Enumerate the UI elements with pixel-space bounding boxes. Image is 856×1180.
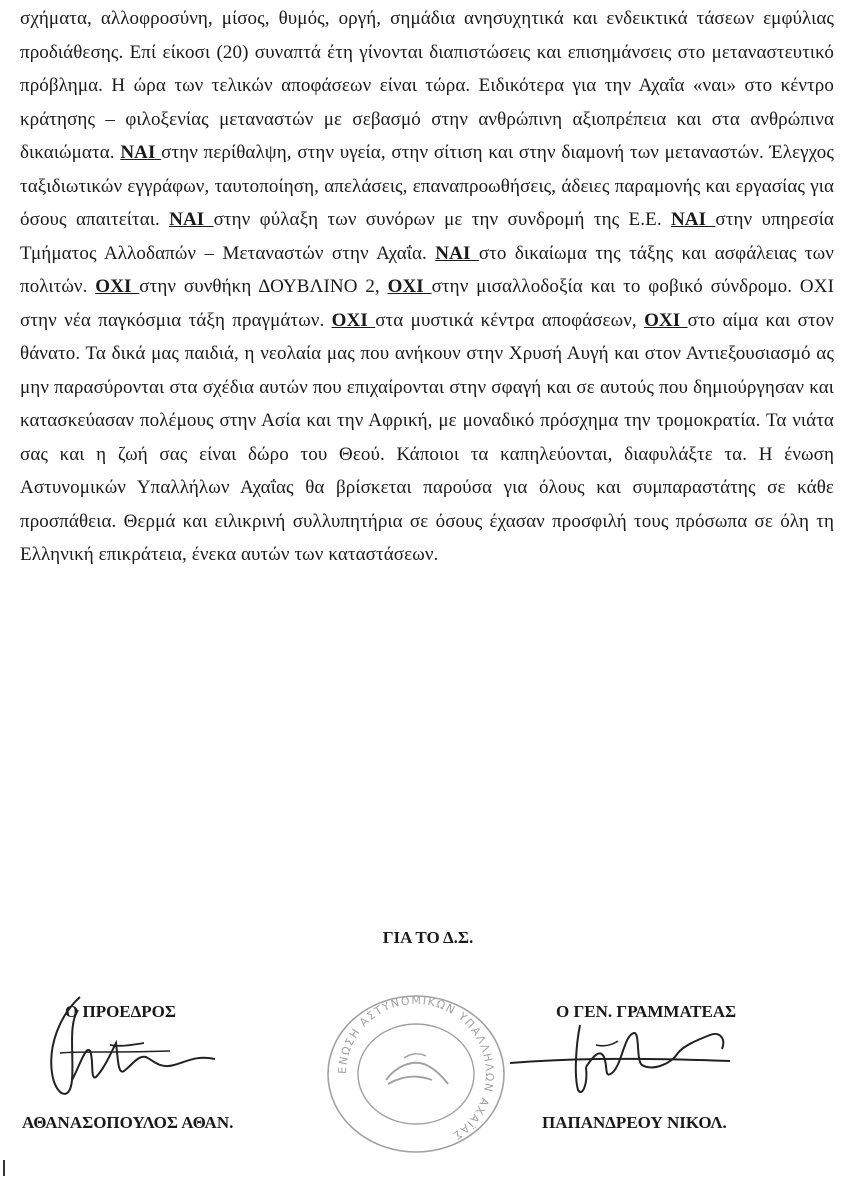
- signatures-heading: ΓΙΑ ΤΟ Δ.Σ.: [382, 928, 474, 947]
- emphasis-word: ΝΑΙ: [169, 209, 214, 230]
- emphasis-word: ΝΑΙ: [435, 242, 479, 264]
- president-title: Ο ΠΡΟΕΔΡΟΣ: [65, 1002, 177, 1021]
- text-run: σχήματα, αλλοφροσύνη, μίσος, θυμός, οργή, σημάδια ανησυχητικά και ενδεικτικά τάσεων εμφύλιας προδιάθεσης. Επί είκοσι (20) συναπτά έτη γίνονται διαπιστώσεις και επισημάνσεις στο μεταναστευτικό πρόβλημα. Η ώρα των τελικών αποφάσεων είναι τώρα. Ειδικότερα για την Αχαΐα «ναι» στο κέντρο κράτησης – φιλοξενίας μεταναστών με σεβασμό στην ανθρώπινη αξιοπρέπεια και στα ανθρώπινα δικαιώματα.: [20, 8, 834, 163]
- emphasis-word: ΟΧΙ: [95, 276, 140, 297]
- emphasis-word: ΝΑΙ: [120, 142, 162, 163]
- text-run: στην περίθαλψη, στην υγεία, στην σίτιση και στην διαμονή των μεταναστών. Έλεγχος ταξιδιωτικών εγγράφων, ταυτοποίηση, απελάσεις, επαναπροωθήσεις, άδειες παραμονής και εργασίας για όσους απαιτείται.: [20, 142, 834, 230]
- president-name: ΑΘΑΝΑΣΟΠΟΥΛΟΣ ΑΘΑΝ.: [22, 1113, 234, 1132]
- president-signature: [20, 985, 230, 1115]
- secretary-signature: [500, 1005, 740, 1115]
- secretary-name: ΠΑΠΑΝΔΡΕΟΥ ΝΙΚΟΛ.: [542, 1113, 727, 1132]
- text-run: στην φύλαξη των συνόρων με την συνδρομή της Ε.Ε.: [213, 209, 671, 230]
- text-run: στην μισαλλοδοξία και το φοβικό σύνδρομο. ΟΧΙ στην νέα παγκόσμια τάξη πραγμάτων.: [20, 276, 834, 331]
- text-run: στο αίμα και στον θάνατο. Τα δικά μας παιδιά, η νεολαία μας που ανήκουν στην Χρυσή Αυγή και στον Αντιεξουσιασμό ας μην παρασύρονται στα σχέδια αυτών που επιχαίρονται στην σφαγή και σε αυτούς που δημιούργησαν και κατασκεύασαν πολέμους στην Ασία και την Αφρική, με μοναδικό πρόσχημα την τρομοκρατία. Τα νιάτα σας και η ζωή σας είναι δώρο του Θεού. Κάποιοι τα καπηλεύονται, διαφυλάξτε τα. Η ένωση Αστυνομικών Υπαλλήλων Αχαΐας θα βρίσκεται παρούσα για όλους και συμπαραστάτης σε κάθε προσπάθεια. Θερμά και ειλικρινή συλλυπητήρια σε όσους έχασαν προσφιλή τους πρόσωπα σε όλη τη Ελληνική επικράτεια, ένεκα αυτών των καταστάσεων.: [20, 309, 834, 565]
- svg-text:ΕΝΩΣΗ ΑΣΤΥΝΟΜΙΚΩΝ ΥΠΑΛΛΗΛΩΝ ΑΧ: [336, 994, 496, 1143]
- text-run: στην συνθήκη ΔΟΥΒΛΙΝΟ 2,: [139, 276, 388, 297]
- body-paragraph: [20, 2, 834, 572]
- secretary-title: Ο ΓΕΝ. ΓΡΑΜΜΑΤΕΑΣ: [556, 1002, 737, 1021]
- association-stamp: [316, 990, 516, 1158]
- emphasis-word: ΟΧΙ: [644, 309, 688, 331]
- emphasis-word: ΝΑΙ: [670, 209, 716, 230]
- emphasis-word: ΟΧΙ: [331, 309, 376, 331]
- emphasis-word: ΟΧΙ: [387, 276, 432, 297]
- stamp-text: ΕΝΩΣΗ ΑΣΤΥΝΟΜΙΚΩΝ ΥΠΑΛΛΗΛΩΝ ΑΧΑΪΑΣ: [335, 993, 497, 1143]
- text-run: στο δικαίωμα της τάξης και ασφάλειας των πολιτών.: [20, 242, 834, 297]
- margin-mark: [3, 1160, 5, 1176]
- text-run: στα μυστικά κέντρα αποφάσεων,: [375, 309, 645, 331]
- text-run: στην υπηρεσία Τμήματος Αλλοδαπών – Μεταναστών στην Αχαΐα.: [20, 209, 834, 264]
